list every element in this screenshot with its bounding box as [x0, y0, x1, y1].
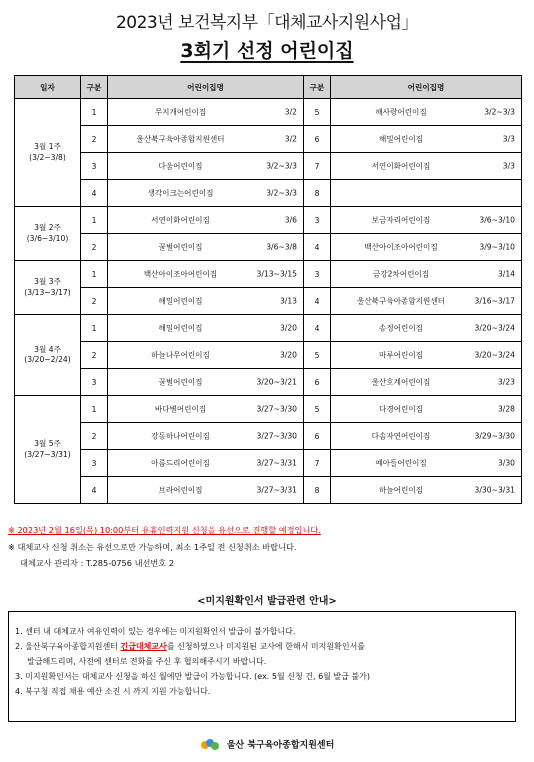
daycare-name: 울산북구육아종합지원센터 — [136, 134, 225, 144]
daycare-date: 3/2~3/3 — [266, 188, 297, 198]
header-name-left: 어린이집명 — [108, 76, 304, 99]
row-number: 2 — [81, 342, 108, 369]
daycare-name: 하늘나무어린이집 — [151, 350, 210, 360]
daycare-name: 마루어린이집 — [378, 350, 423, 360]
daycare-name: 서연이화어린이집 — [151, 215, 210, 225]
row-number: 3 — [81, 369, 108, 396]
row-number: 8 — [304, 477, 331, 504]
table-row — [15, 99, 522, 126]
daycare-name: 하늘어린이집 — [378, 485, 423, 495]
week-range: (3/6~3/10) — [26, 233, 69, 243]
week-range: (3/2~3/8) — [29, 152, 66, 162]
table-row — [15, 261, 522, 288]
daycare-date: 3/27~3/31 — [256, 485, 297, 495]
row-number: 7 — [304, 450, 331, 477]
daycare-cell — [108, 450, 304, 477]
daycare-name: 해밀어린이집 — [378, 134, 423, 144]
daycare-cell — [108, 477, 304, 504]
daycare-date: 3/6 — [284, 215, 297, 225]
table-row — [15, 450, 522, 477]
table-row — [15, 288, 522, 315]
daycare-cell — [331, 180, 522, 207]
daycare-date: 3/20 — [279, 350, 297, 360]
daycare-date: 3/6~3/8 — [266, 242, 297, 252]
daycare-date: 3/28 — [497, 404, 515, 414]
daycare-name: 무지개어린이집 — [154, 107, 207, 117]
schedule-table — [14, 75, 522, 504]
row-number: 4 — [304, 315, 331, 342]
daycare-name: 백산아이조아어린이집 — [364, 242, 438, 252]
row-number: 7 — [304, 153, 331, 180]
table-row — [15, 369, 522, 396]
daycare-cell — [331, 288, 522, 315]
daycare-name: 해밀어린이집 — [158, 323, 203, 333]
daycare-name: 울산북구육아종합지원센터 — [356, 296, 446, 306]
daycare-date: 3/13~3/15 — [256, 269, 297, 279]
row-number: 2 — [81, 234, 108, 261]
week-range: (3/20~2/24) — [24, 355, 71, 364]
daycare-name: 다솜자연어린이집 — [371, 431, 431, 441]
daycare-date: 3/3 — [502, 134, 515, 144]
daycare-date: 3/16~3/17 — [474, 296, 515, 306]
row-number: 2 — [81, 288, 108, 315]
week-range: (3/27~3/31) — [24, 449, 71, 459]
row-number: 1 — [81, 261, 108, 288]
daycare-name: 다경어린이집 — [378, 404, 423, 414]
week-label: 3월 1주 — [34, 142, 61, 152]
table-row — [15, 180, 522, 207]
row-number: 1 — [81, 207, 108, 234]
daycare-name: 금강2차어린이집 — [372, 269, 430, 279]
row-number: 6 — [304, 369, 331, 396]
guide-item-2-post: 를 신청하였으나 미지원된 교사에 한해서 미지원확인서를 — [166, 642, 366, 651]
daycare-cell — [108, 261, 304, 288]
table-row — [15, 342, 522, 369]
row-number: 6 — [304, 126, 331, 153]
daycare-name: 송정어린이집 — [378, 323, 423, 333]
daycare-name: 꿀벌어린이집 — [158, 377, 203, 387]
daycare-name: 울산호계어린이집 — [371, 377, 431, 387]
guide-box — [8, 611, 516, 722]
row-number: 6 — [304, 423, 331, 450]
row-number: 3 — [81, 153, 108, 180]
daycare-cell — [108, 126, 304, 153]
daycare-date: 3/20~3/24 — [474, 350, 515, 360]
row-number: 4 — [81, 477, 108, 504]
daycare-date: 3/3 — [502, 161, 515, 171]
row-number: 1 — [81, 99, 108, 126]
daycare-cell — [331, 450, 522, 477]
row-number: 3 — [81, 450, 108, 477]
daycare-date: 3/27~3/30 — [256, 404, 297, 414]
daycare-name: 다움어린이집 — [158, 161, 203, 171]
table-row — [15, 234, 522, 261]
row-number: 4 — [304, 288, 331, 315]
week-range: (3/13~3/17) — [24, 287, 71, 297]
table-header-row — [15, 76, 522, 99]
daycare-date: 3/9~3/10 — [479, 242, 515, 252]
daycare-cell — [331, 315, 522, 342]
daycare-date: 3/2 — [284, 107, 297, 117]
table-row — [15, 126, 522, 153]
table-row — [15, 315, 522, 342]
daycare-date: 3/14 — [497, 269, 515, 279]
daycare-cell — [108, 99, 304, 126]
week-label: 3월 5주 — [34, 439, 61, 449]
row-number: 3 — [304, 207, 331, 234]
daycare-name: 아름드리어린이집 — [151, 458, 210, 468]
cancel-notice: ※ 대체교사 신청 취소는 유선으로만 가능하며, 최소 1주일 전 신청취소 바랍니다. — [8, 542, 297, 552]
row-number: 2 — [81, 423, 108, 450]
daycare-cell — [331, 153, 522, 180]
daycare-date: 3/13 — [279, 296, 297, 306]
daycare-cell — [331, 477, 522, 504]
daycare-cell — [108, 207, 304, 234]
guide-item-2 — [15, 639, 509, 654]
row-number: 4 — [304, 234, 331, 261]
daycare-date: 3/2~3/3 — [484, 107, 515, 117]
footer — [0, 737, 534, 753]
daycare-cell — [331, 99, 522, 126]
daycare-cell — [108, 288, 304, 315]
daycare-date: 3/2~3/3 — [266, 161, 297, 171]
week-label: 3월 2주 — [34, 223, 61, 233]
daycare-date: 3/27~3/30 — [256, 431, 297, 441]
week-cell — [15, 315, 81, 396]
daycare-cell — [108, 396, 304, 423]
guide-item-2-highlight: 긴급대체교사 — [120, 642, 167, 651]
row-number: 3 — [304, 261, 331, 288]
header-num-left: 구분 — [81, 76, 108, 99]
guide-item-1: 1. 센터 내 대체교사 여유인력이 있는 경우에는 미지원확인서 발급이 불가합니다. — [15, 627, 296, 636]
daycare-cell — [331, 342, 522, 369]
week-cell — [15, 99, 81, 207]
guide-title: <미지원확인서 발급관련 안내> — [197, 596, 337, 607]
daycare-date: 3/23 — [497, 377, 515, 387]
daycare-cell — [108, 153, 304, 180]
guide-item-4: 4. 북구청 직접 채용 예산 소진 시 까지 지원 가능합니다. — [15, 687, 211, 696]
footer-org: 울산 북구육아종합지원센터 — [226, 740, 335, 751]
daycare-name: 해밀어린이집 — [158, 296, 203, 306]
daycare-date: 3/6~3/10 — [479, 215, 515, 225]
daycare-cell — [108, 234, 304, 261]
daycare-cell — [108, 315, 304, 342]
table-row — [15, 153, 522, 180]
row-number: 5 — [304, 342, 331, 369]
table-row — [15, 423, 522, 450]
row-number: 1 — [81, 315, 108, 342]
table-row — [15, 396, 522, 423]
week-cell — [15, 207, 81, 261]
week-label: 3월 4주 — [34, 344, 61, 354]
daycare-name: 보금자리어린이집 — [371, 215, 431, 225]
daycare-cell — [108, 423, 304, 450]
daycare-cell — [331, 369, 522, 396]
table-row — [15, 207, 522, 234]
daycare-date: 3/20~3/21 — [256, 377, 297, 387]
daycare-cell — [331, 423, 522, 450]
guide-item-3: 3. 미지원확인서는 대체교사 신청을 하신 월에만 발급이 가능합니다. (ex. 5월 신청 건, 6월 발급 불가) — [15, 672, 371, 681]
daycare-cell — [108, 369, 304, 396]
daycare-date: 3/30~3/31 — [474, 485, 515, 495]
daycare-name: 서연이화어린이집 — [371, 161, 431, 171]
daycare-name: 꿀벌어린이집 — [158, 242, 203, 252]
daycare-date: 3/27~3/31 — [256, 458, 297, 468]
document-title: 2023년 보건복지부「대체교사지원사업」 — [115, 13, 419, 33]
table-row — [15, 477, 522, 504]
daycare-cell — [331, 261, 522, 288]
daycare-name: 브라어린이집 — [158, 485, 203, 495]
daycare-date: 3/29~3/30 — [474, 431, 515, 441]
daycare-name: 예아들어린이집 — [375, 458, 427, 468]
red-notice: ※ 2023년 2월 16일(목) 10:00부터 유휴인력지원 신청을 유선으로 진행할 예정입니다. — [8, 525, 321, 535]
daycare-cell — [331, 126, 522, 153]
week-cell — [15, 396, 81, 504]
subtitle-text: 3회기 선정 어린이집 — [180, 40, 354, 62]
document-subtitle — [0, 36, 534, 63]
daycare-cell — [331, 234, 522, 261]
row-number: 1 — [81, 396, 108, 423]
row-number: 2 — [81, 126, 108, 153]
daycare-name: 백산아이조아어린이집 — [143, 269, 218, 279]
daycare-date: 3/20 — [279, 323, 297, 333]
row-number: 4 — [81, 180, 108, 207]
daycare-cell — [331, 396, 522, 423]
daycare-cell — [108, 180, 304, 207]
daycare-name: 생각이크는어린이집 — [147, 188, 214, 198]
daycare-name: 강동하나어린이집 — [151, 431, 210, 441]
header-date: 일자 — [15, 76, 81, 99]
daycare-date: 3/20~3/24 — [474, 323, 515, 333]
daycare-date: 3/30 — [497, 458, 515, 468]
daycare-name: 해사랑어린이집 — [375, 107, 427, 117]
daycare-cell — [108, 342, 304, 369]
schedule-body — [15, 99, 522, 504]
guide-item-2-cont: 발급해드리며, 사전에 센터로 전화를 주신 후 협의해주시기 바랍니다. — [27, 657, 267, 666]
header-num-right: 구분 — [304, 76, 331, 99]
week-label: 3월 3주 — [34, 277, 61, 287]
row-number: 5 — [304, 396, 331, 423]
week-cell — [15, 261, 81, 315]
daycare-cell — [331, 207, 522, 234]
row-number: 8 — [304, 180, 331, 207]
center-logo-icon — [200, 737, 220, 753]
row-number: 5 — [304, 99, 331, 126]
guide-item-2-pre: 2. 울산북구육아종합지원센터 — [15, 642, 121, 651]
manager-contact: 대체교사 관리자 : T.285-0756 내선번호 2 — [20, 558, 175, 568]
daycare-date: 3/2 — [284, 134, 297, 144]
daycare-name: 바다별어린이집 — [154, 404, 207, 414]
header-name-right: 어린이집명 — [331, 76, 522, 99]
